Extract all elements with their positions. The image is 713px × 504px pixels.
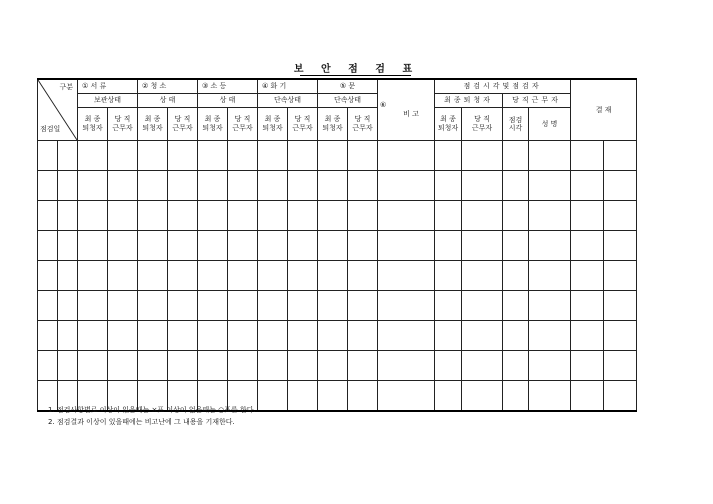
remarks-label: 비 고 [403,110,419,118]
table-cell[interactable] [462,171,503,201]
table-cell[interactable] [198,141,228,171]
table-cell[interactable] [58,171,78,201]
table-cell[interactable] [318,141,348,171]
table-cell[interactable] [503,231,529,261]
table-cell[interactable] [58,291,78,321]
last-leaver-name: 성 명 [529,108,571,141]
table-cell[interactable] [38,141,58,171]
table-cell[interactable] [378,141,435,171]
note-2: 2. 점검결과 이상이 있을때에는 비고난에 그 내용을 기재한다. [48,418,235,426]
table-cell[interactable] [462,321,503,351]
table-row [38,351,637,381]
sub-last-bottom: 퇴청자 [262,124,283,132]
sub-duty-top: 당 직 [234,115,251,123]
table-row [38,261,637,291]
col-cleaning-num: ② 청 소 [138,79,198,94]
table-cell[interactable] [462,261,503,291]
table-cell[interactable] [571,381,604,412]
sub-duty-worker [168,108,198,141]
table-cell[interactable] [571,321,604,351]
table-cell[interactable] [138,291,168,321]
table-row [38,171,637,201]
table-cell[interactable] [318,261,348,291]
table-cell[interactable] [38,291,58,321]
table-cell[interactable] [258,231,288,261]
table-cell[interactable] [529,261,571,291]
table-cell[interactable] [108,171,138,201]
data-rows [38,141,637,412]
table-cell[interactable] [503,171,529,201]
table-cell[interactable] [198,171,228,201]
cleaning-state: 상 태 [138,94,198,108]
table-cell[interactable] [503,381,529,412]
sub-last-leaver [258,108,288,141]
table-cell[interactable] [604,291,637,321]
table-cell[interactable] [258,261,288,291]
sub-last-top: 최 종 [440,115,456,123]
header-diagonal-cell [38,79,78,141]
table-cell[interactable] [108,291,138,321]
table-cell[interactable] [318,171,348,201]
sub-last-bottom: 퇴청자 [142,124,163,132]
table-cell[interactable] [138,231,168,261]
table-cell[interactable] [604,321,637,351]
sub-duty-top: 당 직 [294,115,311,123]
table-cell[interactable] [348,231,378,261]
sub-last-bottom: 퇴청자 [202,124,223,132]
table-cell[interactable] [604,231,637,261]
sub-last-leaver [318,108,348,141]
table-cell[interactable] [168,171,198,201]
table-cell[interactable] [503,141,529,171]
col-door-num: ⑤ 문 [318,79,378,94]
sub-duty-bottom: 근무자 [471,124,493,132]
table-cell[interactable] [288,171,318,201]
inspection-header: 점검시각및점검자 [435,79,571,94]
table-cell[interactable] [168,231,198,261]
sub-last-leaver [198,108,228,141]
table-cell[interactable] [168,261,198,291]
sub-duty-worker [108,108,138,141]
table-cell[interactable] [228,231,258,261]
table-cell[interactable] [503,351,529,381]
table-cell[interactable] [435,201,462,231]
table-cell[interactable] [529,291,571,321]
table-cell[interactable] [348,201,378,231]
sub-duty-top: 당 직 [354,115,371,123]
table-cell[interactable] [58,321,78,351]
table-cell[interactable] [258,201,288,231]
table-cell[interactable] [378,231,435,261]
table-cell[interactable] [38,171,58,201]
table-cell[interactable] [38,201,58,231]
sub-duty-top: 당 직 [474,115,490,123]
table-cell[interactable] [258,381,288,412]
table-cell[interactable] [348,171,378,201]
table-cell[interactable] [604,381,637,412]
table-cell[interactable] [288,201,318,231]
sub-last-bottom: 퇴청자 [82,124,103,132]
table-cell[interactable] [78,231,108,261]
door-state: 단속상태 [318,94,378,108]
table-cell[interactable] [228,141,258,171]
sub-last-top: 최 종 [84,115,101,123]
table-cell[interactable] [604,351,637,381]
table-cell[interactable] [228,201,258,231]
sub-last-top: 최 종 [324,115,341,123]
table-cell[interactable] [288,351,318,381]
table-cell[interactable] [258,351,288,381]
table-row [38,321,637,351]
table-cell[interactable] [435,141,462,171]
table-cell[interactable] [288,261,318,291]
table-cell[interactable] [348,351,378,381]
table-cell[interactable] [228,291,258,321]
table-cell[interactable] [78,351,108,381]
table-cell[interactable] [168,291,198,321]
table-cell[interactable] [288,141,318,171]
table-cell[interactable] [168,141,198,171]
table-cell[interactable] [604,141,637,171]
table-cell[interactable] [318,201,348,231]
table-cell[interactable] [378,201,435,231]
table-cell[interactable] [348,291,378,321]
table-cell[interactable] [571,261,604,291]
table-cell[interactable] [348,321,378,351]
sub-last-top: 최 종 [144,115,161,123]
table-cell[interactable] [318,351,348,381]
table-cell[interactable] [529,201,571,231]
table-cell[interactable] [348,381,378,412]
table-cell[interactable] [288,291,318,321]
table-cell[interactable] [503,291,529,321]
table-cell[interactable] [604,171,637,201]
table-cell[interactable] [435,231,462,261]
table-cell[interactable] [503,201,529,231]
table-cell[interactable] [318,381,348,412]
table-cell[interactable] [462,291,503,321]
notes [48,404,256,428]
table-cell[interactable] [529,321,571,351]
table-cell[interactable] [58,201,78,231]
table-cell[interactable] [38,321,58,351]
sub-last-bottom: 퇴청자 [322,124,343,132]
table-cell[interactable] [78,171,108,201]
table-cell[interactable] [318,231,348,261]
sub-duty-top: 당 직 [174,115,191,123]
table-cell[interactable] [288,231,318,261]
table-cell[interactable] [378,381,435,412]
table-cell[interactable] [571,201,604,231]
table-cell[interactable] [138,321,168,351]
table-cell[interactable] [78,201,108,231]
table-cell[interactable] [318,321,348,351]
table-cell[interactable] [435,381,462,412]
table-cell[interactable] [435,171,462,201]
table-cell[interactable] [348,261,378,291]
table-cell[interactable] [78,321,108,351]
sub-duty-bottom: 근무자 [112,124,133,132]
table-cell[interactable] [138,141,168,171]
table-cell[interactable] [228,351,258,381]
page-title: 보 안 점 검 표 [293,64,420,75]
table-cell[interactable] [78,141,108,171]
table-cell[interactable] [168,351,198,381]
sub-last-leaver [435,108,462,141]
table-cell[interactable] [228,171,258,201]
table-cell[interactable] [108,261,138,291]
table-cell[interactable] [348,141,378,171]
table-cell[interactable] [318,291,348,321]
table-row [38,231,637,261]
table-cell[interactable] [503,321,529,351]
table-cell[interactable] [529,141,571,171]
table-cell[interactable] [78,261,108,291]
table-cell[interactable] [503,261,529,291]
last-leaver-header: 최종퇴청자 [435,94,503,108]
sub-duty-bottom: 근무자 [172,124,193,132]
table-cell[interactable] [228,321,258,351]
col6-label: ⑥ [380,101,387,109]
lights-state: 상 태 [198,94,258,108]
table-cell[interactable] [108,351,138,381]
table-cell[interactable] [462,201,503,231]
table-cell[interactable] [378,351,435,381]
table-cell[interactable] [462,141,503,171]
table-cell[interactable] [462,381,503,412]
table-cell[interactable] [288,381,318,412]
table-cell[interactable] [462,351,503,381]
table-cell[interactable] [108,201,138,231]
table-cell[interactable] [571,171,604,201]
table-cell[interactable] [138,201,168,231]
sub-last-top: 최 종 [264,115,281,123]
sub-duty-bottom: 근무자 [292,124,313,132]
documents-state: 보관상태 [78,94,138,108]
table-cell[interactable] [108,141,138,171]
table-cell[interactable] [435,351,462,381]
table-cell[interactable] [198,231,228,261]
inspection-table [37,78,637,412]
sub-duty-worker [348,108,378,141]
table-cell[interactable] [378,261,435,291]
table-cell[interactable] [108,231,138,261]
table-cell[interactable] [58,231,78,261]
table-cell[interactable] [288,321,318,351]
gubun-label: 구분 [59,83,73,91]
duty-worker-header: 당직근무자 [503,94,571,108]
table-cell[interactable] [571,231,604,261]
col-documents-num: ① 서 류 [78,79,138,94]
note-1: 1. 점검사항별로 이상이 있을때는 ×표 이상이 없을때는 ○표를 한다. [48,406,256,414]
table-cell[interactable] [378,321,435,351]
table-row [38,291,637,321]
sub-duty-worker [288,108,318,141]
table-cell[interactable] [462,231,503,261]
table-cell[interactable] [58,351,78,381]
table-cell[interactable] [529,231,571,261]
table-cell[interactable] [108,321,138,351]
table-cell[interactable] [571,351,604,381]
sub-last-bottom: 퇴청자 [437,124,459,132]
last-leaver-time: 점검 시각 [503,108,529,141]
sub-duty-top: 당 직 [114,115,131,123]
sub-duty-worker [228,108,258,141]
table-cell[interactable] [258,141,288,171]
table-cell[interactable] [58,141,78,171]
table-cell[interactable] [168,321,198,351]
sub-duty-worker [462,108,503,141]
table-cell[interactable] [435,291,462,321]
table-cell[interactable] [198,321,228,351]
table-cell[interactable] [571,291,604,321]
sub-last-top: 최 종 [204,115,221,123]
approval-header: 결 재 [571,79,637,141]
col-fire-num: ④ 화 기 [258,79,318,94]
table-cell[interactable] [604,201,637,231]
table-cell[interactable] [258,171,288,201]
table-cell[interactable] [258,291,288,321]
table-cell[interactable] [138,351,168,381]
date-label: 점검일 [40,125,61,133]
table-cell[interactable] [378,291,435,321]
table-row [38,141,637,171]
table-cell[interactable] [38,231,58,261]
table-cell[interactable] [138,261,168,291]
table-cell[interactable] [198,351,228,381]
table-cell[interactable] [258,321,288,351]
col-remarks [378,79,435,141]
table-cell[interactable] [604,261,637,291]
table-cell[interactable] [198,201,228,231]
table-cell[interactable] [58,261,78,291]
fire-state: 단속상태 [258,94,318,108]
table-cell[interactable] [435,261,462,291]
table-cell[interactable] [168,201,198,231]
sub-last-leaver [78,108,108,141]
table-cell[interactable] [38,351,58,381]
table-cell[interactable] [78,291,108,321]
col-lights-num: ③ 소 등 [198,79,258,94]
table-cell[interactable] [529,381,571,412]
table-cell[interactable] [529,171,571,201]
table-cell[interactable] [435,321,462,351]
table-cell[interactable] [38,261,58,291]
sub-last-leaver [138,108,168,141]
table-cell[interactable] [228,261,258,291]
table-row [38,201,637,231]
table-cell[interactable] [529,351,571,381]
sub-duty-bottom: 근무자 [232,124,253,132]
sub-duty-bottom: 근무자 [352,124,373,132]
table-cell[interactable] [138,171,168,201]
title-underline [300,75,411,76]
table-cell[interactable] [378,171,435,201]
table-cell[interactable] [198,261,228,291]
table-cell[interactable] [198,291,228,321]
table-cell[interactable] [571,141,604,171]
